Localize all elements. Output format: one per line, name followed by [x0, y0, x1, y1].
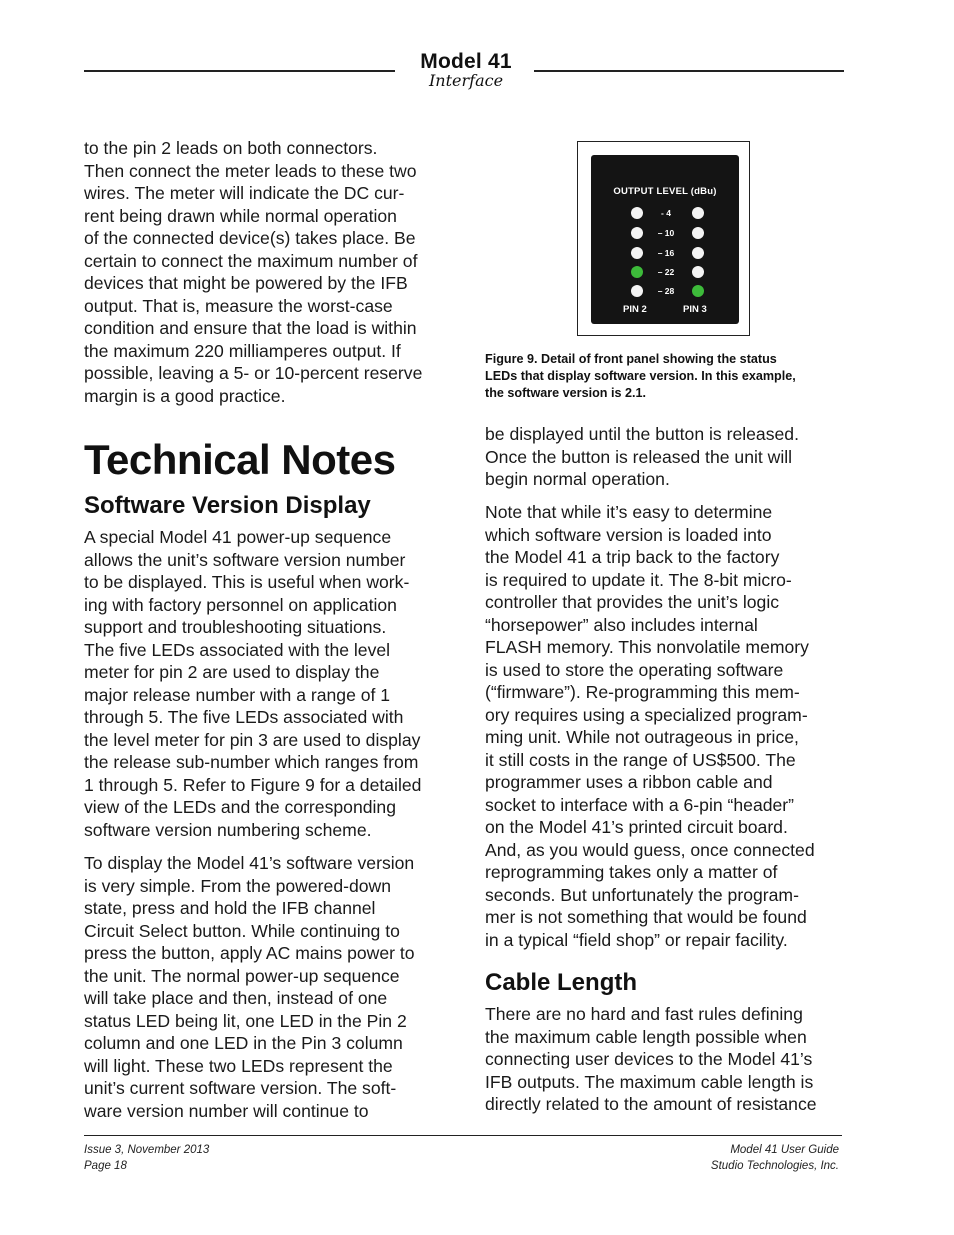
software-paragraph-2	[84, 852, 454, 1122]
footer-rule	[84, 1135, 842, 1136]
software-paragraph-1	[84, 526, 454, 841]
figure-caption: Figure 9. Detail of front panel showing the status LEDs that display software version. In this example, the software version is 2.1.	[485, 352, 796, 400]
right-paragraph-1-text: be displayed until the button is released. Once the button is released the unit will begin normal operation.	[485, 424, 799, 489]
subsection-title-software: Software Version Display	[84, 492, 371, 519]
pin3-led-4	[692, 266, 704, 278]
pin2-led-1	[631, 207, 643, 219]
pin3-led-3	[692, 247, 704, 259]
intro-paragraph	[84, 137, 454, 407]
footer-right	[711, 1143, 839, 1174]
header-logo-subtitle: Interface	[428, 71, 504, 90]
pin2-led-5	[631, 285, 643, 297]
section-title: Technical Notes	[84, 436, 396, 483]
software-paragraph-1-text: A special Model 41 power-up sequence allows the unit’s software version number to be displayed. This is useful when work- ing with factory personnel on application support and troubleshooting situations. The five LEDs associated with the level meter for pin 2 are used to display the major release number with a range of 1 through 5. The five LEDs associated with the level meter for pin 3 are used to display the release sub-number which ranges from 1 through 5. Refer to Figure 9 for a detailed view of the LEDs and the corresponding software version numbering scheme.	[84, 527, 422, 840]
footer-guide: Model 41 User Guide	[730, 1144, 839, 1156]
subsection-title-cable: Cable Length	[485, 969, 638, 996]
level-label-4: – 22	[657, 267, 675, 277]
footer-company: Studio Technologies, Inc.	[710, 1159, 839, 1172]
right-paragraph-3	[485, 1003, 855, 1116]
pin2-led-4	[631, 266, 643, 278]
pin3-led-2	[692, 227, 704, 239]
footer-page: Page 18	[84, 1159, 127, 1172]
right-paragraph-2-text: Note that while it’s easy to determine which software version is loaded into the Model 41 a trip back to the factory is required to update it. The 8-bit micro- controller that provides the unit’s logic “horsepower” also includes internal FLASH memory. This nonvolatile memory is used to store the operating software (“firmware”). Re-programming this mem- ory requires using a specialized program- ming unit. While not outrageous in price, it still costs in the range of US$500. The programmer uses a ribbon cable and socket to interface with a 6-pin “header” on the Model 41’s printed circuit board. And, as you would guess, once connected reprogramming takes only a matter of seconds. But unfortunately the program- mer is not something that would be found in a typical “field shop” or repair facility.	[485, 502, 815, 950]
header-rule-right	[534, 70, 844, 72]
level-label-2: – 10	[657, 228, 675, 238]
pin2-label: PIN 2	[623, 304, 647, 315]
header-rule-left	[84, 70, 395, 72]
pin3-led-1	[692, 207, 704, 219]
right-paragraph-3-text: There are no hard and fast rules defining the maximum cable length possible when connecting user devices to the Model 41’s IFB outputs. The maximum cable length is directly related to the amount of resistance	[485, 1004, 817, 1114]
level-label-1: - 4	[661, 208, 671, 218]
panel-title: OUTPUT LEVEL (dBu)	[613, 186, 717, 197]
intro-paragraph-text: to the pin 2 leads on both connectors. Then connect the meter leads to these two wires. The meter will indicate the DC cur- rent being drawn while normal operation of the connected device(s) takes place. Be certain to connect the maximum number of devices that might be powered by the IFB output. That is, measure the worst-case condition and ensure that the load is within the maximum 220 milliamperes output. If possible, leaving a 5- or 10-percent reserve margin is a good practice.	[84, 138, 423, 406]
software-paragraph-2-text: To display the Model 41’s software version is very simple. From the powered-down state, press and hold the IFB channel Circuit Select button. While continuing to press the button, apply AC mains power to the unit. The normal power-up sequence will take place and then, instead of one status LED being lit, one LED in the Pin 2 column and one LED in the Pin 3 column will light. These two LEDs represent the unit’s current software version. The soft- ware version number will continue to	[84, 853, 415, 1121]
level-label-5: – 28	[657, 286, 675, 296]
level-label-3: – 16	[657, 248, 675, 258]
right-paragraph-1	[485, 423, 855, 491]
right-paragraph-2	[485, 501, 855, 951]
header-logo-title: Model 41	[420, 50, 512, 73]
figure-9	[577, 141, 750, 336]
pin2-led-2	[631, 227, 643, 239]
front-panel-detail	[591, 155, 739, 324]
footer-issue: Issue 3, November 2013	[84, 1144, 210, 1156]
pin2-led-3	[631, 247, 643, 259]
footer-left	[84, 1143, 209, 1174]
pin3-led-5	[692, 285, 704, 297]
pin3-label: PIN 3	[683, 304, 707, 315]
